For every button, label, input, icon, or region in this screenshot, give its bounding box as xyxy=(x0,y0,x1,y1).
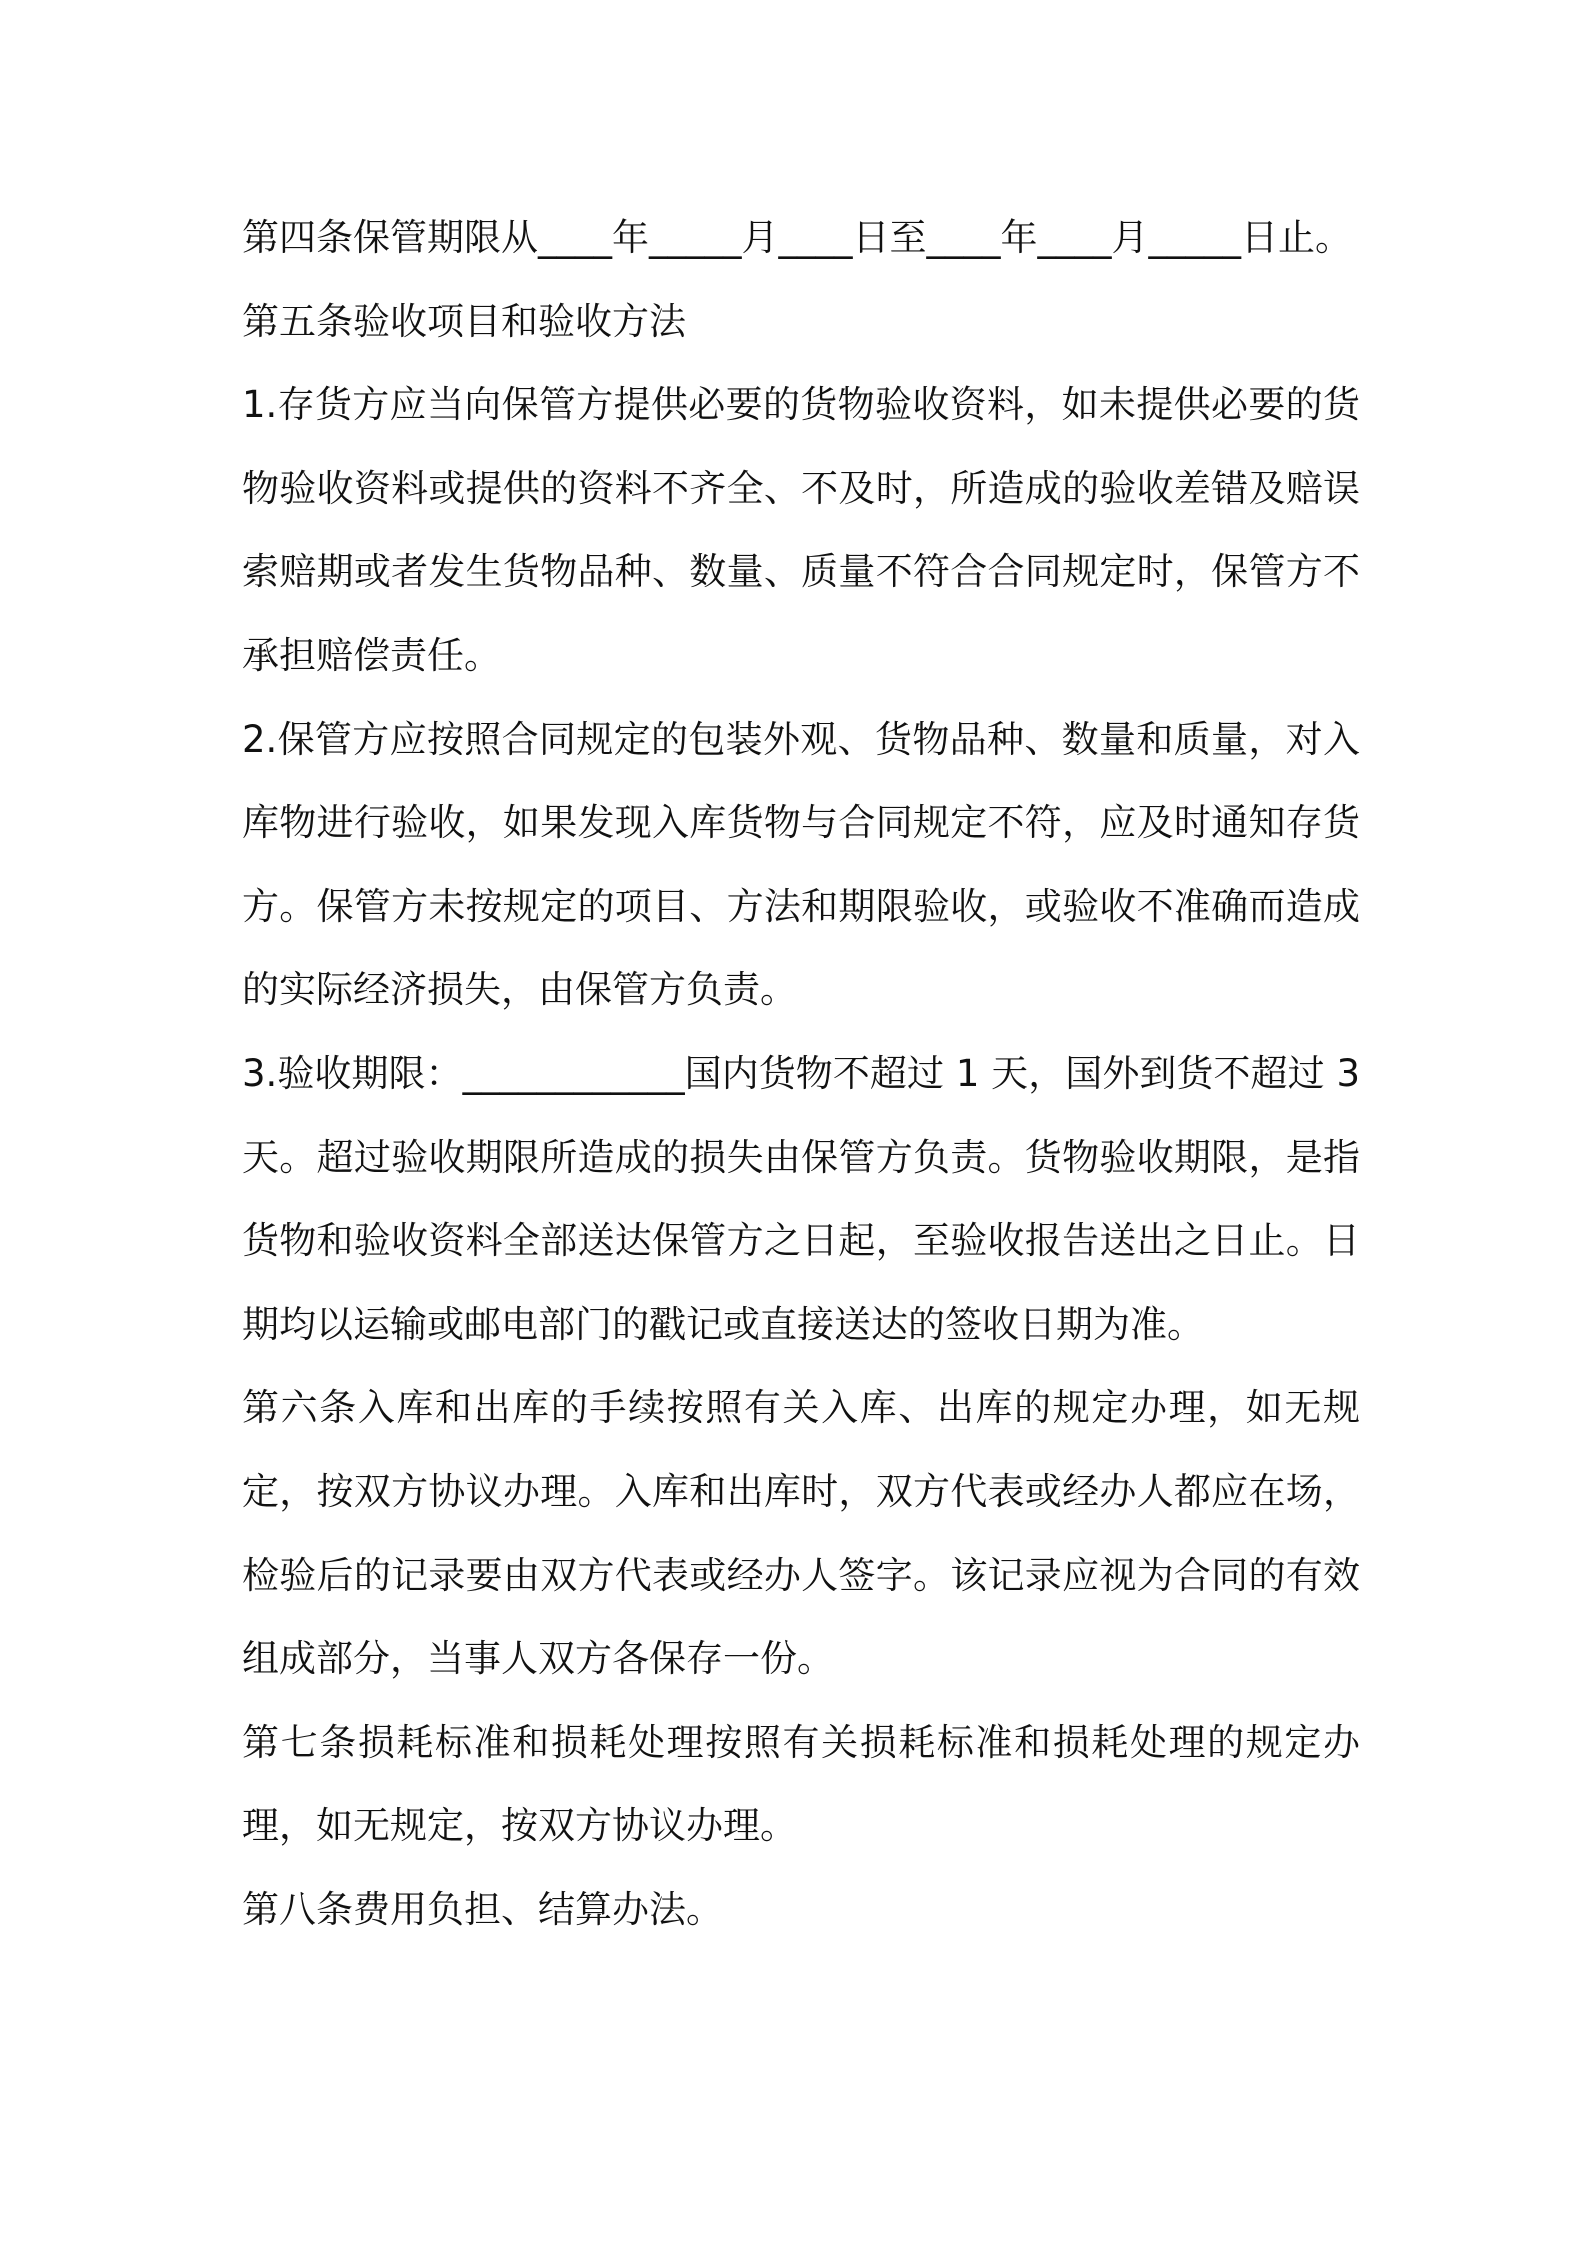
article-5-clause-2: 2.保管方应按照合同规定的包装外观、货物品种、数量和质量，对入库物进行验收，如果发现入库货物与合同规定不符，应及时通知存货方。保管方未按规定的项目、方法和期限验收，或验收不准确而造成的实际经济损失，由保管方负责。 xyxy=(242,717,1360,1012)
article-7-loss-standard: 第七条损耗标准和损耗处理按照有关损耗标准和损耗处理的规定办理，如无规定，按双方协议办理。 xyxy=(242,1720,1360,1848)
article-4-storage-period: 第四条保管期限从____年_____月____日至____年____月_____日止。 xyxy=(242,216,1352,259)
article-5-clause-3: 3.验收期限：____________国内货物不超过 1 天，国外到货不超过 3 天。超过验收期限所造成的损失由保管方负责。货物验收期限，是指货物和验收资料全部送达保管方之日起，至验收报告送出之日止。日期均以运输或邮电部门的戳记或直接送达的签收日期为准。 xyxy=(242,1051,1360,1346)
article-6-entry-exit: 第六条入库和出库的手续按照有关入库、出库的规定办理，如无规定，按双方协议办理。入库和出库时，双方代表或经办人都应在场，检验后的记录要由双方代表或经办人签字。该记录应视为合同的有效组成部分，当事人双方各保存一份。 xyxy=(242,1386,1360,1681)
article-5-clause-1: 1.存货方应当向保管方提供必要的货物验收资料，如未提供必要的货物验收资料或提供的资料不齐全、不及时，所造成的验收差错及赔误索赔期或者发生货物品种、数量、质量不符合合同规定时，保管方不承担赔偿责任。 xyxy=(242,383,1360,677)
document-body xyxy=(242,196,1360,1951)
article-5-heading: 第五条验收项目和验收方法 xyxy=(242,299,686,343)
article-8-fees: 第八条费用负担、结算办法。 xyxy=(242,1887,723,1931)
